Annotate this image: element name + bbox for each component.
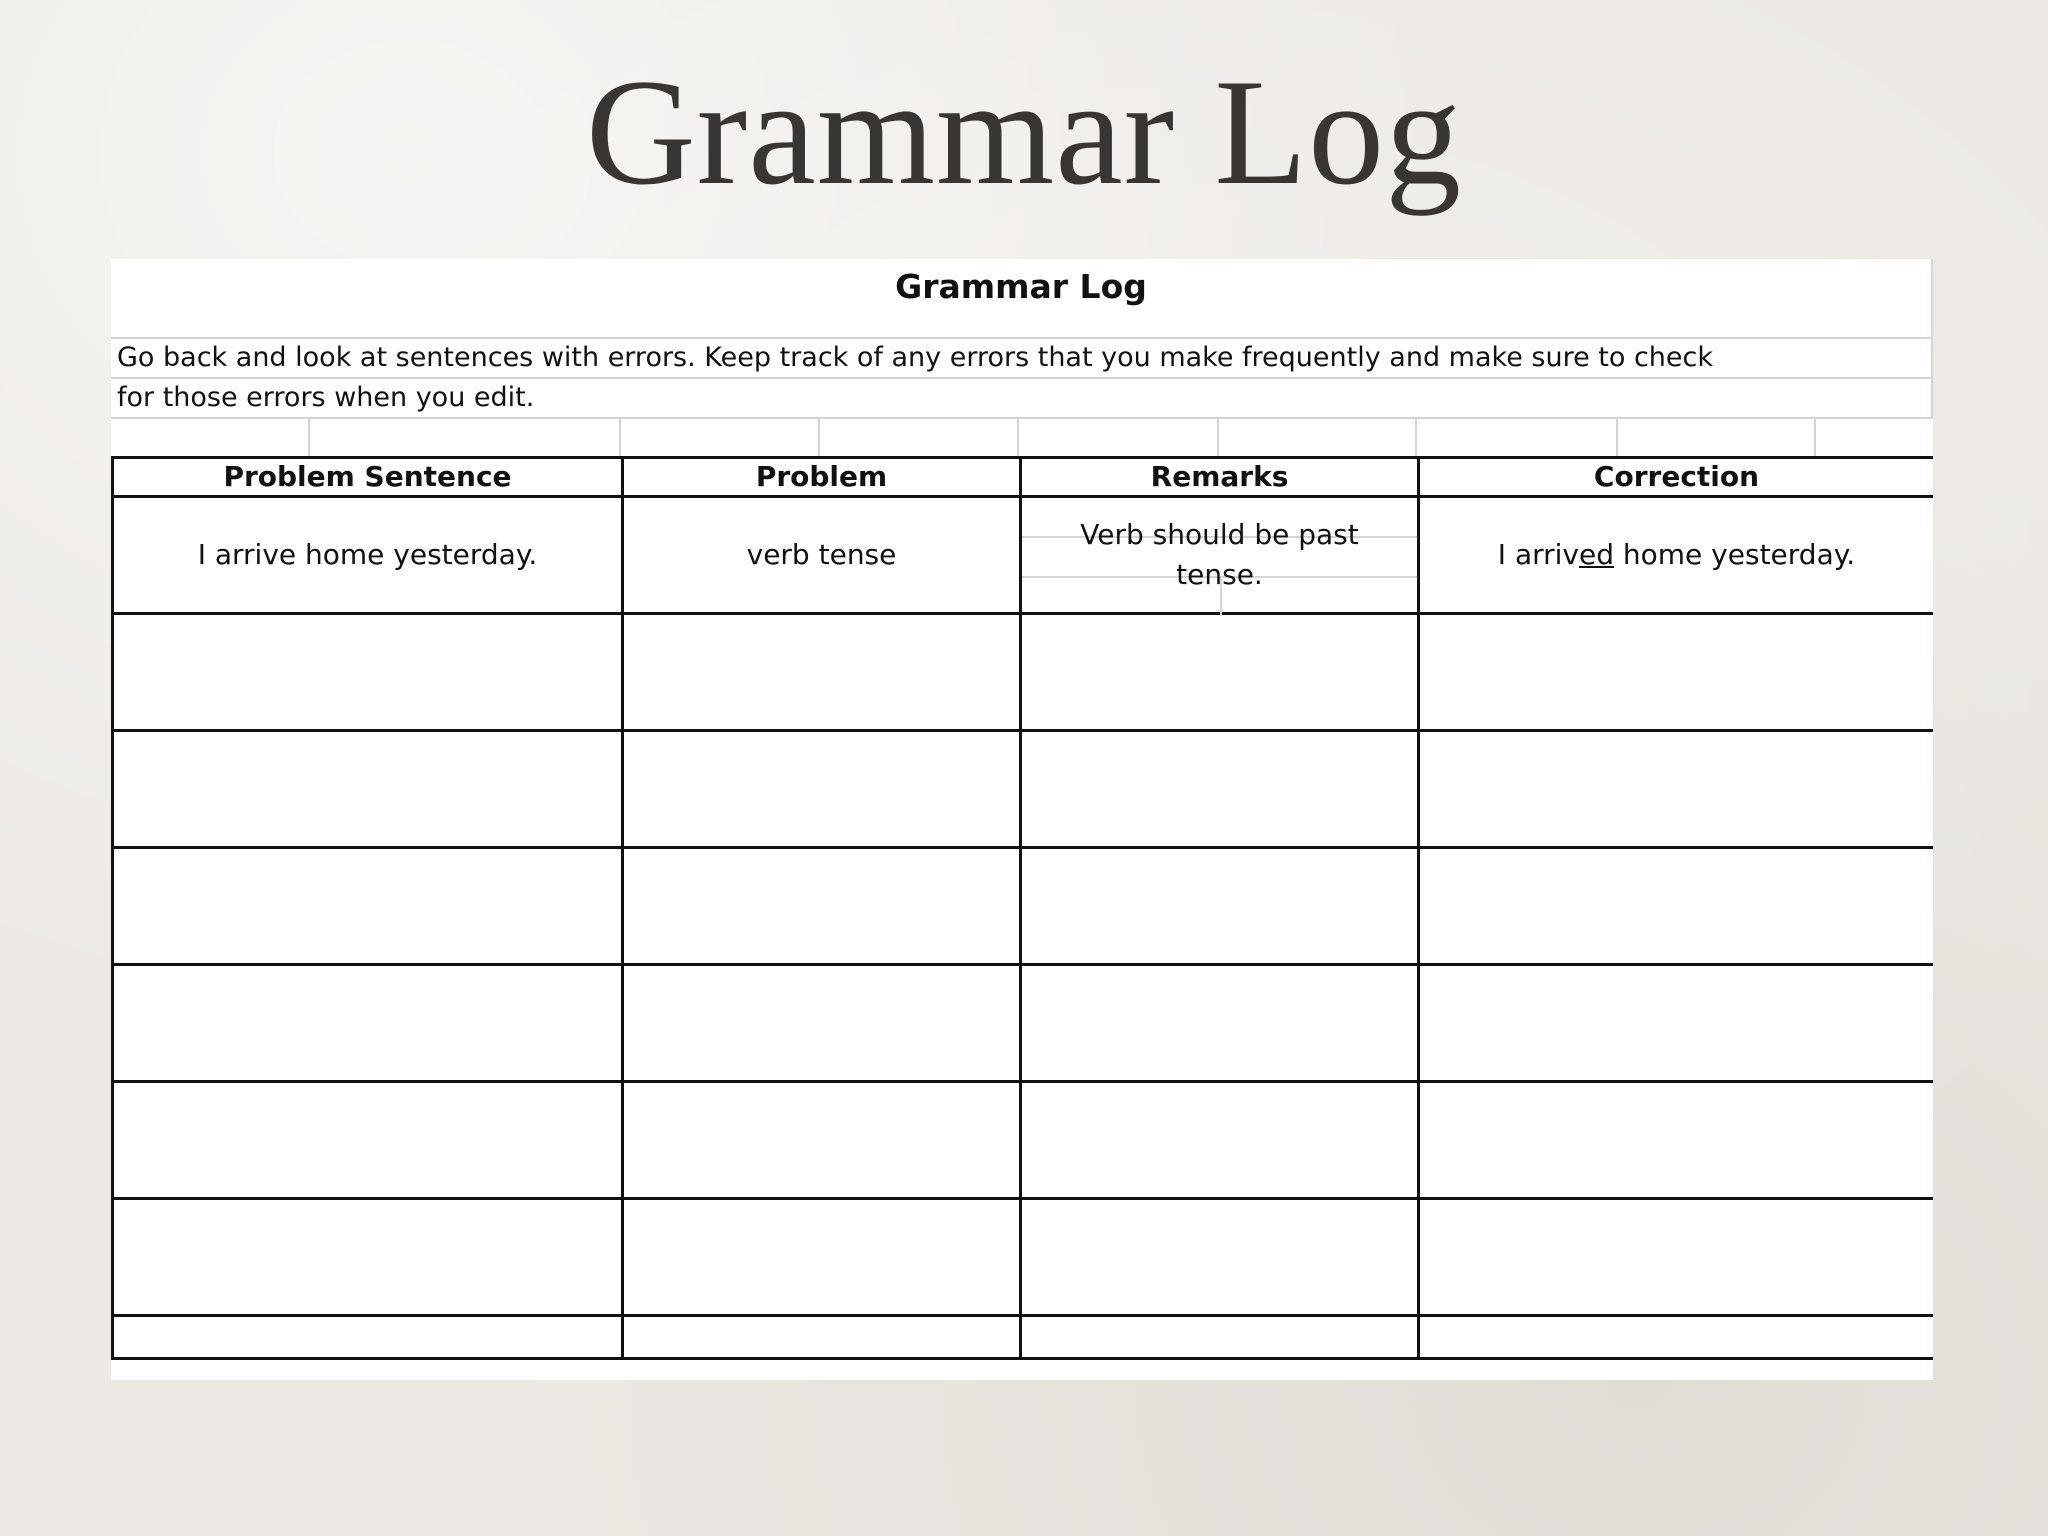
column-header-correction: Correction: [1419, 458, 1934, 497]
cell-problem-sentence[interactable]: I arrive home yesterday.: [113, 497, 623, 614]
grid-line: [619, 419, 621, 459]
empty-cell[interactable]: [1419, 848, 1934, 965]
empty-row: [113, 614, 1934, 731]
cell-remarks[interactable]: [1021, 497, 1419, 614]
instructions-line-2: for those errors when you edit.: [111, 377, 1933, 417]
empty-cell[interactable]: [623, 848, 1021, 965]
empty-cell[interactable]: [113, 1082, 623, 1199]
grid-line: [1017, 419, 1019, 459]
grid-line: [818, 419, 820, 459]
empty-cell[interactable]: [113, 965, 623, 1082]
slide-title: Grammar Log: [585, 48, 1463, 216]
column-header-remarks: Remarks: [1021, 458, 1419, 497]
instructions-line-1: Go back and look at sentences with errors. Keep track of any errors that you make frequently and make sure to check: [111, 337, 1933, 377]
empty-cell[interactable]: [1021, 1082, 1419, 1199]
empty-cell[interactable]: [1419, 614, 1934, 731]
cell-problem[interactable]: verb tense: [623, 497, 1021, 614]
remarks-line-2: tense.: [1176, 558, 1263, 591]
spacer-row: [111, 417, 1933, 457]
remarks-line-1: Verb should be past: [1080, 518, 1359, 551]
empty-cell[interactable]: [623, 731, 1021, 848]
empty-cell[interactable]: [1021, 1316, 1419, 1359]
correction-text-start: I arriv: [1497, 538, 1579, 571]
empty-cell[interactable]: [623, 1082, 1021, 1199]
empty-row: [113, 731, 1934, 848]
empty-cell[interactable]: [1021, 848, 1419, 965]
empty-cell[interactable]: [1419, 731, 1934, 848]
empty-cell[interactable]: [623, 1316, 1021, 1359]
empty-cell[interactable]: [113, 1316, 623, 1359]
empty-cell[interactable]: [1419, 1316, 1934, 1359]
sheet-title: Grammar Log: [111, 259, 1933, 337]
empty-cell[interactable]: [1021, 1199, 1419, 1316]
grammar-log-table: [111, 456, 1933, 1360]
grammar-log-sheet: [111, 259, 1933, 1380]
empty-cell[interactable]: [1021, 731, 1419, 848]
grid-line: [1217, 419, 1219, 459]
instructions: [111, 337, 1933, 417]
empty-cell[interactable]: [1021, 965, 1419, 1082]
empty-row: [113, 1199, 1934, 1316]
grid-line: [1814, 419, 1816, 459]
remarks-text: [1022, 515, 1417, 595]
column-header-problem-sentence: Problem Sentence: [113, 458, 623, 497]
empty-cell[interactable]: [1419, 1199, 1934, 1316]
empty-cell[interactable]: [623, 1199, 1021, 1316]
empty-cell[interactable]: [113, 848, 623, 965]
example-row: [113, 497, 1934, 614]
empty-cell[interactable]: [113, 1199, 623, 1316]
header-row: [113, 458, 1934, 497]
empty-row: [113, 965, 1934, 1082]
empty-cell[interactable]: [113, 614, 623, 731]
grid-line: [1415, 419, 1417, 459]
empty-cell[interactable]: [113, 731, 623, 848]
correction-underlined-ending: ed: [1579, 538, 1614, 571]
empty-row: [113, 1082, 1934, 1199]
correction-text-end: home yesterday.: [1614, 538, 1856, 571]
empty-cell[interactable]: [1419, 1082, 1934, 1199]
empty-cell[interactable]: [1419, 965, 1934, 1082]
grid-line: [308, 419, 310, 459]
empty-cell[interactable]: [1021, 614, 1419, 731]
partial-row: [113, 1316, 1934, 1359]
column-header-problem: Problem: [623, 458, 1021, 497]
empty-cell[interactable]: [623, 614, 1021, 731]
cell-correction[interactable]: [1419, 497, 1934, 614]
empty-cell[interactable]: [623, 965, 1021, 1082]
grid-line: [1616, 419, 1618, 459]
empty-row: [113, 848, 1934, 965]
